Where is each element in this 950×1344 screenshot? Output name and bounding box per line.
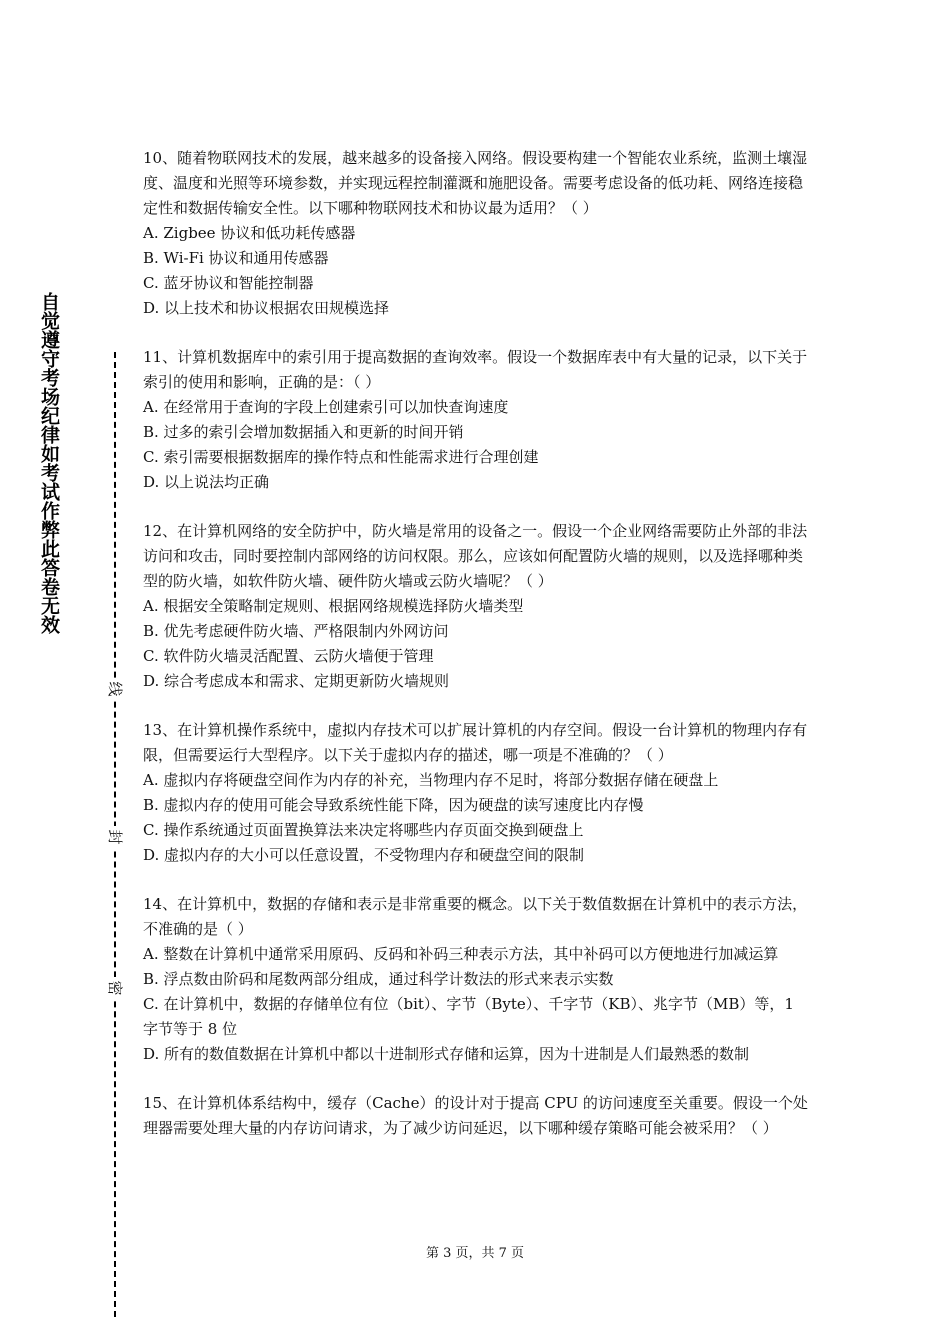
option-b: B. Wi-Fi 协议和通用传感器 — [143, 249, 329, 267]
option-c: C. 操作系统通过页面置换算法来决定将哪些内存页面交换到硬盘上 — [143, 821, 584, 839]
option-a: A. 根据安全策略制定规则、根据网络规模选择防火墙类型 — [143, 597, 524, 615]
option-b: B. 浮点数由阶码和尾数两部分组成，通过科学计数法的形式来表示实数 — [143, 970, 614, 988]
option-d: D. 以上说法均正确 — [143, 473, 270, 491]
option-b: B. 过多的索引会增加数据插入和更新的时间开销 — [143, 423, 464, 441]
question-stem: 15、在计算机体系结构中，缓存（Cache）的设计对于提高 CPU 的访问速度至关重要。假设一个处理器需要处理大量的内存访问请求，为了减少访问延迟，以下哪种缓存策略可能会被采用？（ ） — [143, 1094, 808, 1137]
question-15 — [143, 1091, 813, 1141]
question-list — [143, 146, 813, 1165]
option-d: D. 综合考虑成本和需求、定期更新防火墙规则 — [143, 672, 450, 690]
question-13 — [143, 718, 813, 868]
option-a: A. 在经常用于查询的字段上创建索引可以加快查询速度 — [143, 398, 509, 416]
question-stem: 13、在计算机操作系统中，虚拟内存技术可以扩展计算机的内存空间。假设一台计算机的物理内存有限，但需要运行大型程序。以下关于虚拟内存的描述，哪一项是不准确的？（ ） — [143, 721, 808, 764]
question-stem: 10、随着物联网技术的发展，越来越多的设备接入网络。假设要构建一个智能农业系统，监测土壤湿度、温度和光照等环境参数，并实现远程控制灌溉和施肥设备。需要考虑设备的低功耗、网络连接稳定性和数据传输安全性。以下哪种物联网技术和协议最为适用？（ ） — [143, 149, 808, 217]
exam-discipline-warning: 自觉遵守考场纪律如考试作弊此答卷无效 — [38, 292, 60, 634]
option-d: D. 虚拟内存的大小可以任意设置，不受物理内存和硬盘空间的限制 — [143, 846, 585, 864]
option-c: C. 蓝牙协议和智能控制器 — [143, 274, 314, 292]
option-a: A. 整数在计算机中通常采用原码、反码和补码三种表示方法，其中补码可以方便地进行加减运算 — [143, 945, 779, 963]
option-c: C. 索引需要根据数据库的操作特点和性能需求进行合理创建 — [143, 448, 539, 466]
option-b: B. 优先考虑硬件防火墙、严格限制内外网访问 — [143, 622, 449, 640]
binding-mark-secret: 密 — [104, 977, 126, 999]
question-11 — [143, 345, 813, 495]
option-c: C. 软件防火墙灵活配置、云防火墙便于管理 — [143, 647, 434, 665]
question-stem: 11、计算机数据库中的索引用于提高数据的查询效率。假设一个数据库表中有大量的记录，以下关于索引的使用和影响，正确的是：（ ） — [143, 348, 808, 391]
page-number: 第 3 页，共 7 页 — [425, 1246, 525, 1261]
option-a: A. Zigbee 协议和低功耗传感器 — [143, 224, 356, 242]
question-12 — [143, 519, 813, 694]
binding-mark-line: 线 — [104, 678, 126, 700]
option-d: D. 以上技术和协议根据农田规模选择 — [143, 299, 390, 317]
option-d: D. 所有的数值数据在计算机中都以十进制形式存储和运算，因为十进制是人们最熟悉的数制 — [143, 1045, 750, 1063]
question-14 — [143, 892, 813, 1067]
option-a: A. 虚拟内存将硬盘空间作为内存的补充，当物理内存不足时，将部分数据存储在硬盘上 — [143, 771, 719, 789]
question-10 — [143, 146, 813, 321]
question-stem: 12、在计算机网络的安全防护中，防火墙是常用的设备之一。假设一个企业网络需要防止外部的非法访问和攻击，同时要控制内部网络的访问权限。那么，应该如何配置防火墙的规则，以及选择哪种类型的防火墙，如软件防火墙、硬件防火墙或云防火墙呢？（ ） — [143, 522, 808, 590]
option-c: C. 在计算机中，数据的存储单位有位（bit）、字节（Byte）、千字节（KB）、兆字节（MB）等，1 字节等于 8 位 — [143, 995, 794, 1038]
question-stem: 14、在计算机中，数据的存储和表示是非常重要的概念。以下关于数值数据在计算机中的表示方法，不准确的是（ ） — [143, 895, 808, 938]
option-b: B. 虚拟内存的使用可能会导致系统性能下降，因为硬盘的读写速度比内存慢 — [143, 796, 644, 814]
binding-mark-seal: 封 — [104, 826, 126, 848]
